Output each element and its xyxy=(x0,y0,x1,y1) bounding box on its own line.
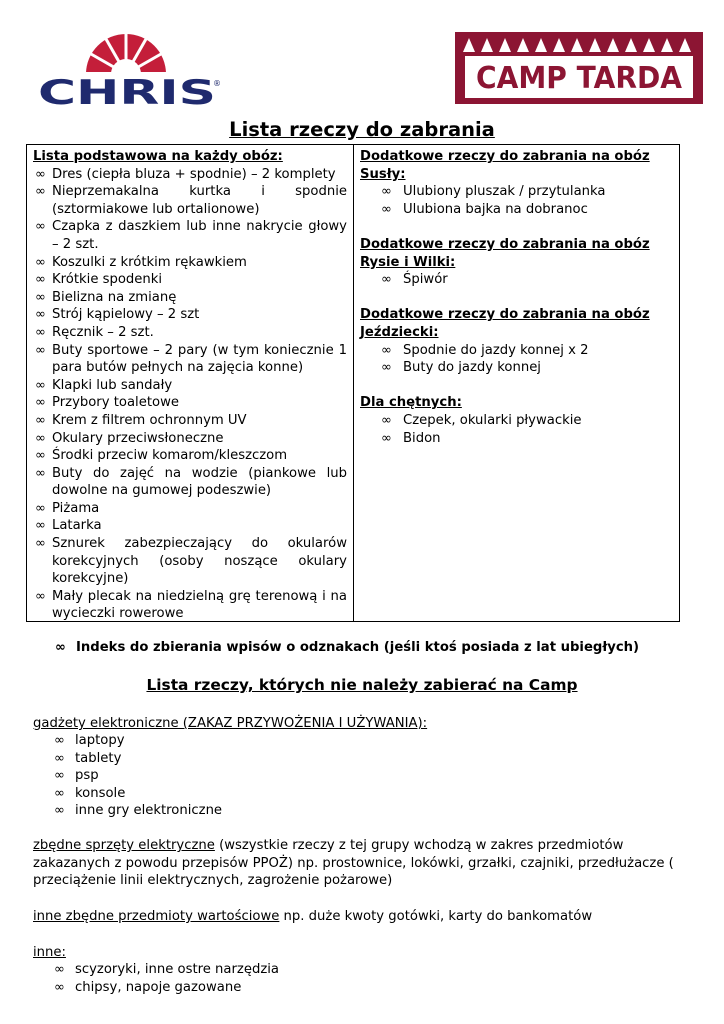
list-item xyxy=(33,306,347,324)
bullet-icon: ∞ xyxy=(54,803,65,819)
list-item-text: Krótkie spodenki xyxy=(52,272,163,288)
page-title: Lista rzeczy do zabrania xyxy=(229,118,495,141)
bullet-icon: ∞ xyxy=(54,785,65,801)
bullet-icon: ∞ xyxy=(54,733,65,748)
packing-table xyxy=(26,144,680,622)
list-item xyxy=(33,166,347,184)
registered-mark: ® xyxy=(213,79,221,88)
section-heading: Dla chętnych: xyxy=(360,395,462,411)
bullet-icon: ∞ xyxy=(35,342,46,358)
section-list xyxy=(360,412,674,447)
bullet-icon: ∞ xyxy=(35,307,46,323)
list-item xyxy=(33,588,347,623)
bullet-icon: ∞ xyxy=(381,272,392,288)
list-item xyxy=(33,447,347,465)
section-list xyxy=(360,183,674,218)
list-item xyxy=(52,750,452,768)
list-item xyxy=(33,324,347,342)
basic-list xyxy=(33,166,347,623)
list-item xyxy=(360,271,674,289)
bullet-icon: ∞ xyxy=(381,360,392,376)
bullet-icon: ∞ xyxy=(381,412,392,428)
bullet-icon: ∞ xyxy=(35,254,46,270)
camp-tarda-logo xyxy=(455,32,703,104)
bullet-icon: ∞ xyxy=(381,201,392,217)
list-item-text: Czapka z daszkiem lub inne nakrycie głowy – 2 szt. xyxy=(52,219,347,252)
list-item xyxy=(52,961,452,979)
list-item-text: psp xyxy=(75,768,99,784)
chris-logo xyxy=(33,30,221,106)
list-item xyxy=(33,218,347,253)
list-item xyxy=(360,359,674,377)
bullet-icon: ∞ xyxy=(381,342,392,358)
bullet-icon: ∞ xyxy=(55,640,66,655)
other-heading-text: inne: xyxy=(33,945,66,960)
bullet-icon: ∞ xyxy=(54,750,65,766)
bullet-icon: ∞ xyxy=(35,500,46,516)
list-item-text: Środki przeciw komarom/kleszczom xyxy=(52,448,288,464)
index-line xyxy=(55,640,675,655)
list-item xyxy=(33,271,347,289)
list-item-text: Krem z filtrem ochronnym UV xyxy=(52,412,247,428)
list-item xyxy=(360,412,674,430)
list-item-text: konsole xyxy=(75,785,126,801)
bullet-icon: ∞ xyxy=(35,272,46,288)
list-item xyxy=(33,465,347,500)
list-item-text: Śpiwór xyxy=(403,272,448,288)
bullet-icon: ∞ xyxy=(54,979,65,995)
camp-tarda-wordmark: CAMP TARDA xyxy=(476,61,683,96)
section-list xyxy=(360,342,674,377)
section-list xyxy=(360,271,674,289)
electronics-list xyxy=(52,732,452,820)
bullet-icon: ∞ xyxy=(381,184,392,200)
list-item xyxy=(52,802,452,820)
list-item-text: Ręcznik – 2 szt. xyxy=(52,324,154,340)
section-subheading: Jeździecki: xyxy=(360,324,439,340)
list-item xyxy=(33,430,347,448)
list-item-text: Buty do zajęć na wodzie (piankowe lub dowolne na gumowej podeszwie) xyxy=(52,465,347,499)
bullet-icon: ∞ xyxy=(35,184,46,200)
section-subheading: Rysie i Wilki: xyxy=(360,254,456,270)
list-item xyxy=(52,785,452,803)
bullet-icon: ∞ xyxy=(35,289,46,305)
electronics-heading-text: gadżety elektroniczne (ZAKAZ PRZYWOŻENIA I UŻYWANIA): xyxy=(33,716,428,731)
valuables-paragraph xyxy=(33,908,699,926)
list-item xyxy=(360,430,674,448)
not-to-bring-title: Lista rzeczy, których nie należy zabierać na Camp xyxy=(146,676,578,694)
list-item-text: Dres (ciepła bluza + spodnie) – 2 komplety xyxy=(52,166,336,182)
list-item-text: Piżama xyxy=(52,500,100,516)
bullet-icon: ∞ xyxy=(35,395,46,411)
list-item-text: Strój kąpielowy – 2 szt xyxy=(52,307,200,323)
section-heading: Dodatkowe rzeczy do zabrania na obóz xyxy=(360,307,650,323)
list-item-text: Ulubiony pluszak / przytulanka xyxy=(403,184,606,200)
column-divider xyxy=(353,145,354,621)
list-item xyxy=(33,342,347,377)
section-heading: Dodatkowe rzeczy do zabrania na obóz xyxy=(360,236,650,252)
list-item-text: Bidon xyxy=(403,430,441,446)
list-item xyxy=(33,500,347,518)
valuables-heading: inne zbędne przedmioty wartościowe xyxy=(33,909,280,924)
bullet-icon: ∞ xyxy=(35,465,46,481)
bullet-icon: ∞ xyxy=(35,377,46,393)
bullet-icon: ∞ xyxy=(35,518,46,534)
list-item-text: inne gry elektroniczne xyxy=(75,803,223,819)
list-item xyxy=(33,289,347,307)
bullet-icon: ∞ xyxy=(54,962,65,977)
other-heading xyxy=(33,944,699,962)
basic-list-column xyxy=(33,148,347,623)
list-item xyxy=(52,979,452,997)
list-item-text: Bielizna na zmianę xyxy=(52,289,177,305)
additional-list-column xyxy=(360,148,674,447)
list-item xyxy=(52,767,452,785)
list-item xyxy=(33,377,347,395)
electronics-heading xyxy=(33,715,699,733)
bullet-icon: ∞ xyxy=(35,448,46,464)
list-item xyxy=(52,732,452,750)
list-item-text: Ulubiona bajka na dobranoc xyxy=(403,201,588,217)
list-item xyxy=(33,412,347,430)
valuables-text: np. duże kwoty gotówki, karty do bankomatów xyxy=(279,909,593,924)
list-item-text: Czepek, okularki pływackie xyxy=(403,412,582,428)
list-item-text: Latarka xyxy=(52,518,102,534)
bullet-icon: ∞ xyxy=(35,588,46,604)
list-item-text: scyzoryki, inne ostre narzędzia xyxy=(75,962,279,977)
section-subheading: Susły: xyxy=(360,166,406,182)
list-item-text: Buty sportowe – 2 pary (w tym koniecznie 1 para butów pełnych na zajęcia konne) xyxy=(52,342,347,376)
list-item xyxy=(360,201,674,219)
chris-wordmark: CHRIS xyxy=(38,73,216,106)
list-item-text: Nieprzemakalna kurtka i spodnie (sztormiakowe lub ortalionowe) xyxy=(52,184,347,217)
list-item-text: laptopy xyxy=(75,733,125,748)
list-item-text: Spodnie do jazdy konnej x 2 xyxy=(403,342,589,358)
electric-paragraph xyxy=(33,837,699,890)
list-item-text: Okulary przeciwsłoneczne xyxy=(52,430,224,446)
list-item xyxy=(33,535,347,588)
electric-text: (wszystkie rzeczy z tej grupy wchodzą w zakres przedmiotów zakazanych z powodu przepisów PPOŻ) np. prostownice, lokówki, grzałki, czajniki, przedłużacze ( przeciążenie linii elektrycznych, zagrożenie pożarowe) xyxy=(33,838,674,889)
bullet-icon: ∞ xyxy=(35,412,46,428)
list-item xyxy=(33,394,347,412)
electric-heading: zbędne sprzęty elektryczne xyxy=(33,838,215,853)
basic-list-heading: Lista podstawowa na każdy obóz: xyxy=(33,149,283,164)
list-item xyxy=(33,517,347,535)
list-item-text: Mały plecak na niedzielną grę terenową i na wycieczki rowerowe xyxy=(52,588,347,622)
bullet-icon: ∞ xyxy=(54,768,65,784)
bullet-icon: ∞ xyxy=(35,536,46,552)
bullet-icon: ∞ xyxy=(35,430,46,446)
section-heading: Dodatkowe rzeczy do zabrania na obóz xyxy=(360,149,650,164)
other-list xyxy=(52,961,452,996)
list-item-text: chipsy, napoje gazowane xyxy=(75,979,242,995)
bullet-icon: ∞ xyxy=(381,430,392,446)
list-item xyxy=(360,342,674,360)
list-item-text: Klapki lub sandały xyxy=(52,377,173,393)
list-item-text: Sznurek zabezpieczający do okularów korekcyjnych (osoby noszące okulary korekcyjne) xyxy=(52,536,347,587)
list-item-text: Koszulki z krótkim rękawkiem xyxy=(52,254,247,270)
list-item-text: tablety xyxy=(75,750,122,766)
bullet-icon: ∞ xyxy=(35,166,46,182)
list-item xyxy=(33,254,347,272)
list-item-text: Buty do jazdy konnej xyxy=(403,360,541,376)
bullet-icon: ∞ xyxy=(35,219,46,235)
list-item xyxy=(360,183,674,201)
list-item xyxy=(33,183,347,218)
index-line-text: Indeks do zbierania wpisów o odznakach (jeśli ktoś posiada z lat ubiegłych) xyxy=(76,640,640,655)
bullet-icon: ∞ xyxy=(35,324,46,340)
list-item-text: Przybory toaletowe xyxy=(52,395,179,411)
